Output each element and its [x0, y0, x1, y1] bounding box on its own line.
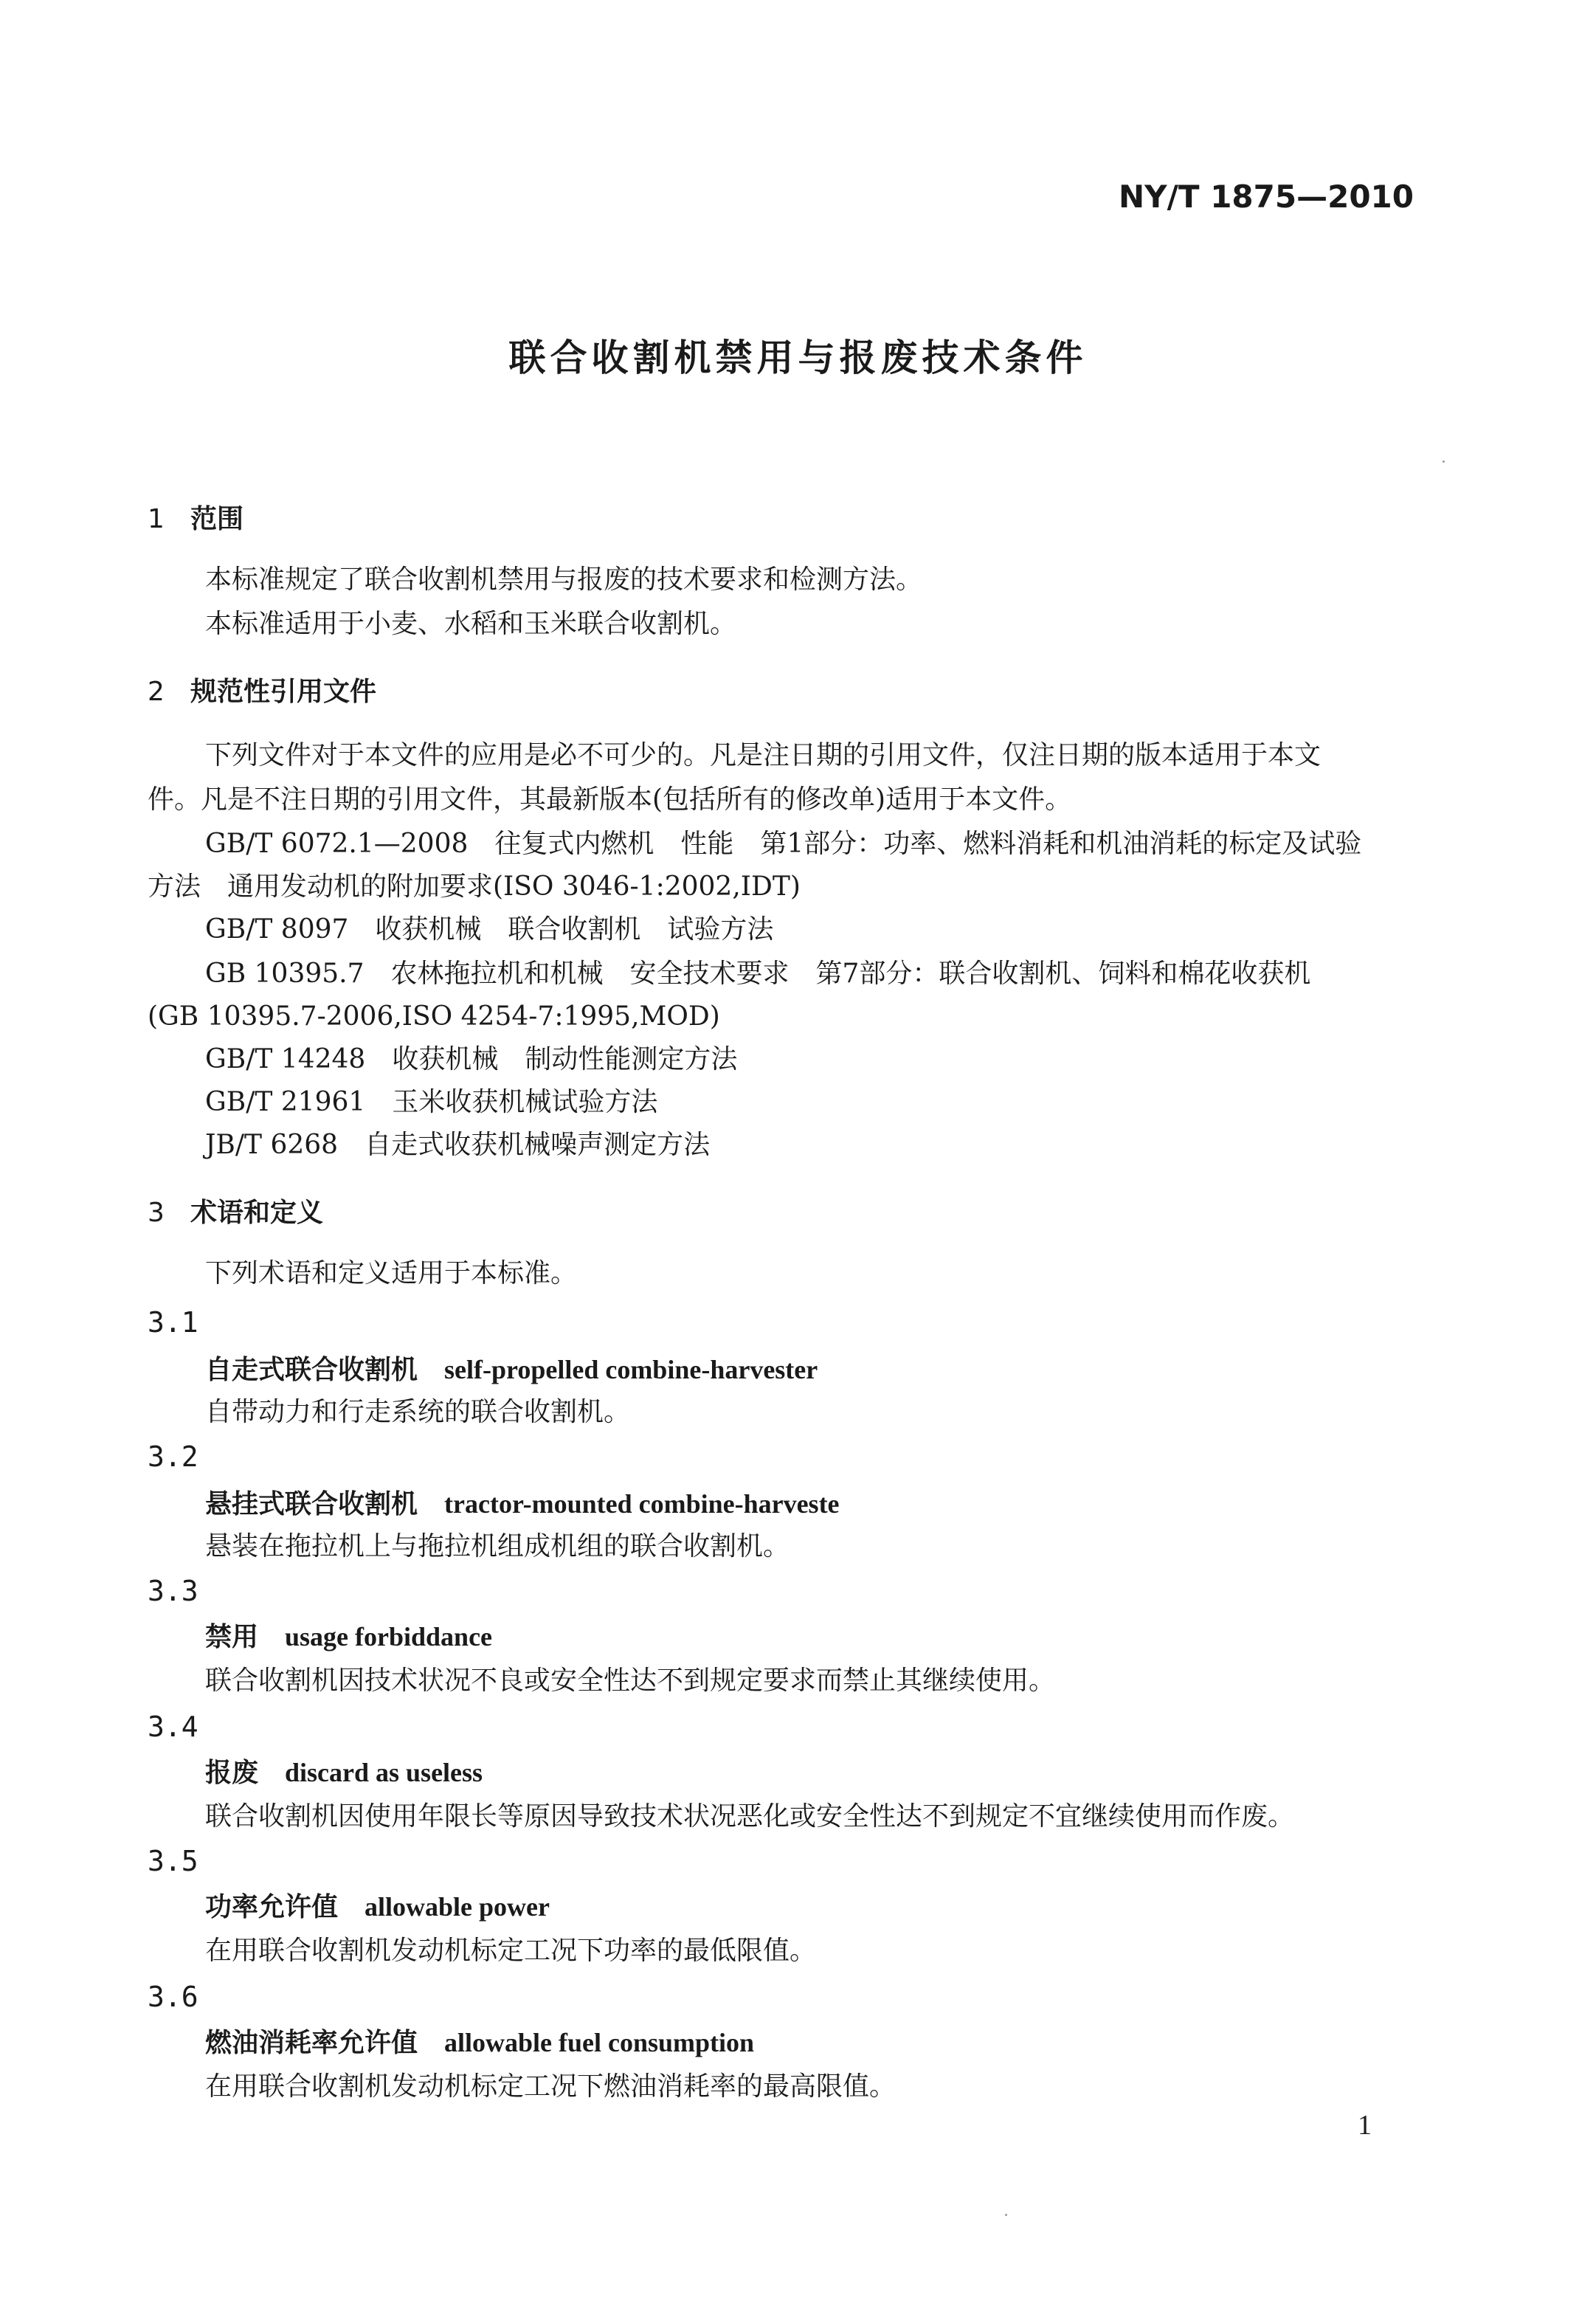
term-chinese: 功率允许值 — [205, 1892, 339, 1922]
reference-item: GB/T 14248 收获机械 制动性能测定方法 — [205, 1044, 738, 1074]
term-heading — [205, 1621, 492, 1654]
term-heading — [205, 1488, 840, 1521]
scan-speck — [1005, 2214, 1007, 2216]
reference-item: JB/T 6268 自走式收获机械噪声测定方法 — [205, 1130, 711, 1160]
term-heading — [205, 1891, 550, 1924]
paragraph: 本标准适用于小麦、水稻和玉米联合收割机。 — [205, 609, 737, 639]
section-number: 2 — [148, 677, 165, 707]
term-number: 3.5 — [148, 1845, 198, 1877]
term-heading — [205, 1756, 483, 1789]
term-chinese: 燃油消耗率允许值 — [205, 2028, 418, 2058]
term-heading — [205, 2026, 754, 2060]
reference-item: 方法 通用发动机的附加要求(ISO 3046-1:2002,IDT) — [148, 872, 801, 902]
term-chinese: 自走式联合收割机 — [205, 1355, 418, 1385]
section-3-heading — [148, 1197, 323, 1229]
section-number: 1 — [148, 504, 165, 534]
standard-code: NY/T 1875—2010 — [1119, 179, 1414, 215]
reference-item: GB/T 21961 玉米收获机械试验方法 — [205, 1087, 658, 1117]
term-english: allowable fuel consumption — [444, 2028, 755, 2057]
term-definition: 在用联合收割机发动机标定工况下燃油消耗率的最高限值。 — [205, 2071, 897, 2102]
term-definition: 悬装在拖拉机上与拖拉机组成机组的联合收割机。 — [205, 1531, 790, 1561]
term-number: 3.3 — [148, 1575, 198, 1607]
term-english: self-propelled combine-harvester — [444, 1355, 818, 1384]
term-chinese: 禁用 — [205, 1622, 259, 1652]
term-number: 3.6 — [148, 1981, 198, 2013]
term-definition: 自带动力和行走系统的联合收割机。 — [205, 1397, 631, 1427]
term-definition: 在用联合收割机发动机标定工况下功率的最低限值。 — [205, 1936, 817, 1966]
term-chinese: 报废 — [205, 1758, 259, 1788]
term-definition: 联合收割机因技术状况不良或安全性达不到规定要求而禁止其继续使用。 — [205, 1666, 1056, 1696]
section-number: 3 — [148, 1198, 165, 1228]
reference-item: GB/T 8097 收获机械 联合收割机 试验方法 — [205, 914, 774, 945]
reference-item: GB/T 6072.1—2008 往复式内燃机 性能 第1部分：功率、燃料消耗和机油消耗的标定及试验 — [205, 829, 1362, 859]
page-number: 1 — [1358, 2110, 1372, 2141]
term-english: allowable power — [365, 1892, 550, 1922]
section-title: 范围 — [190, 504, 244, 534]
term-english: discard as useless — [285, 1758, 483, 1787]
paragraph: 件。凡是不注日期的引用文件，其最新版本(包括所有的修改单)适用于本文件。 — [148, 784, 1072, 815]
paragraph: 下列术语和定义适用于本标准。 — [205, 1258, 578, 1288]
section-title: 术语和定义 — [190, 1198, 324, 1228]
term-chinese: 悬挂式联合收割机 — [205, 1489, 418, 1519]
section-2-heading — [148, 676, 376, 708]
section-title: 规范性引用文件 — [190, 677, 377, 707]
term-definition: 联合收割机因使用年限长等原因导致技术状况恶化或安全性达不到规定不宜继续使用而作废。 — [205, 1801, 1295, 1832]
paragraph: 本标准规定了联合收割机禁用与报废的技术要求和检测方法。 — [205, 565, 923, 595]
reference-item: (GB 10395.7-2006,ISO 4254-7:1995,MOD) — [148, 1001, 720, 1032]
reference-item: GB 10395.7 农林拖拉机和机械 安全技术要求 第7部分：联合收割机、饲料和棉花收获机 — [205, 959, 1311, 989]
term-number: 3.1 — [148, 1306, 198, 1339]
term-number: 3.2 — [148, 1440, 198, 1473]
paragraph: 下列文件对于本文件的应用是必不可少的。凡是注日期的引用文件，仅注日期的版本适用于本文 — [205, 740, 1322, 770]
term-number: 3.4 — [148, 1711, 198, 1743]
term-heading — [205, 1353, 818, 1387]
scan-speck — [1443, 460, 1445, 463]
document-title: 联合收割机禁用与报废技术条件 — [508, 336, 1088, 379]
term-english: tractor-mounted combine-harveste — [444, 1489, 840, 1519]
term-english: usage forbiddance — [285, 1622, 493, 1651]
section-1-heading — [148, 503, 243, 536]
